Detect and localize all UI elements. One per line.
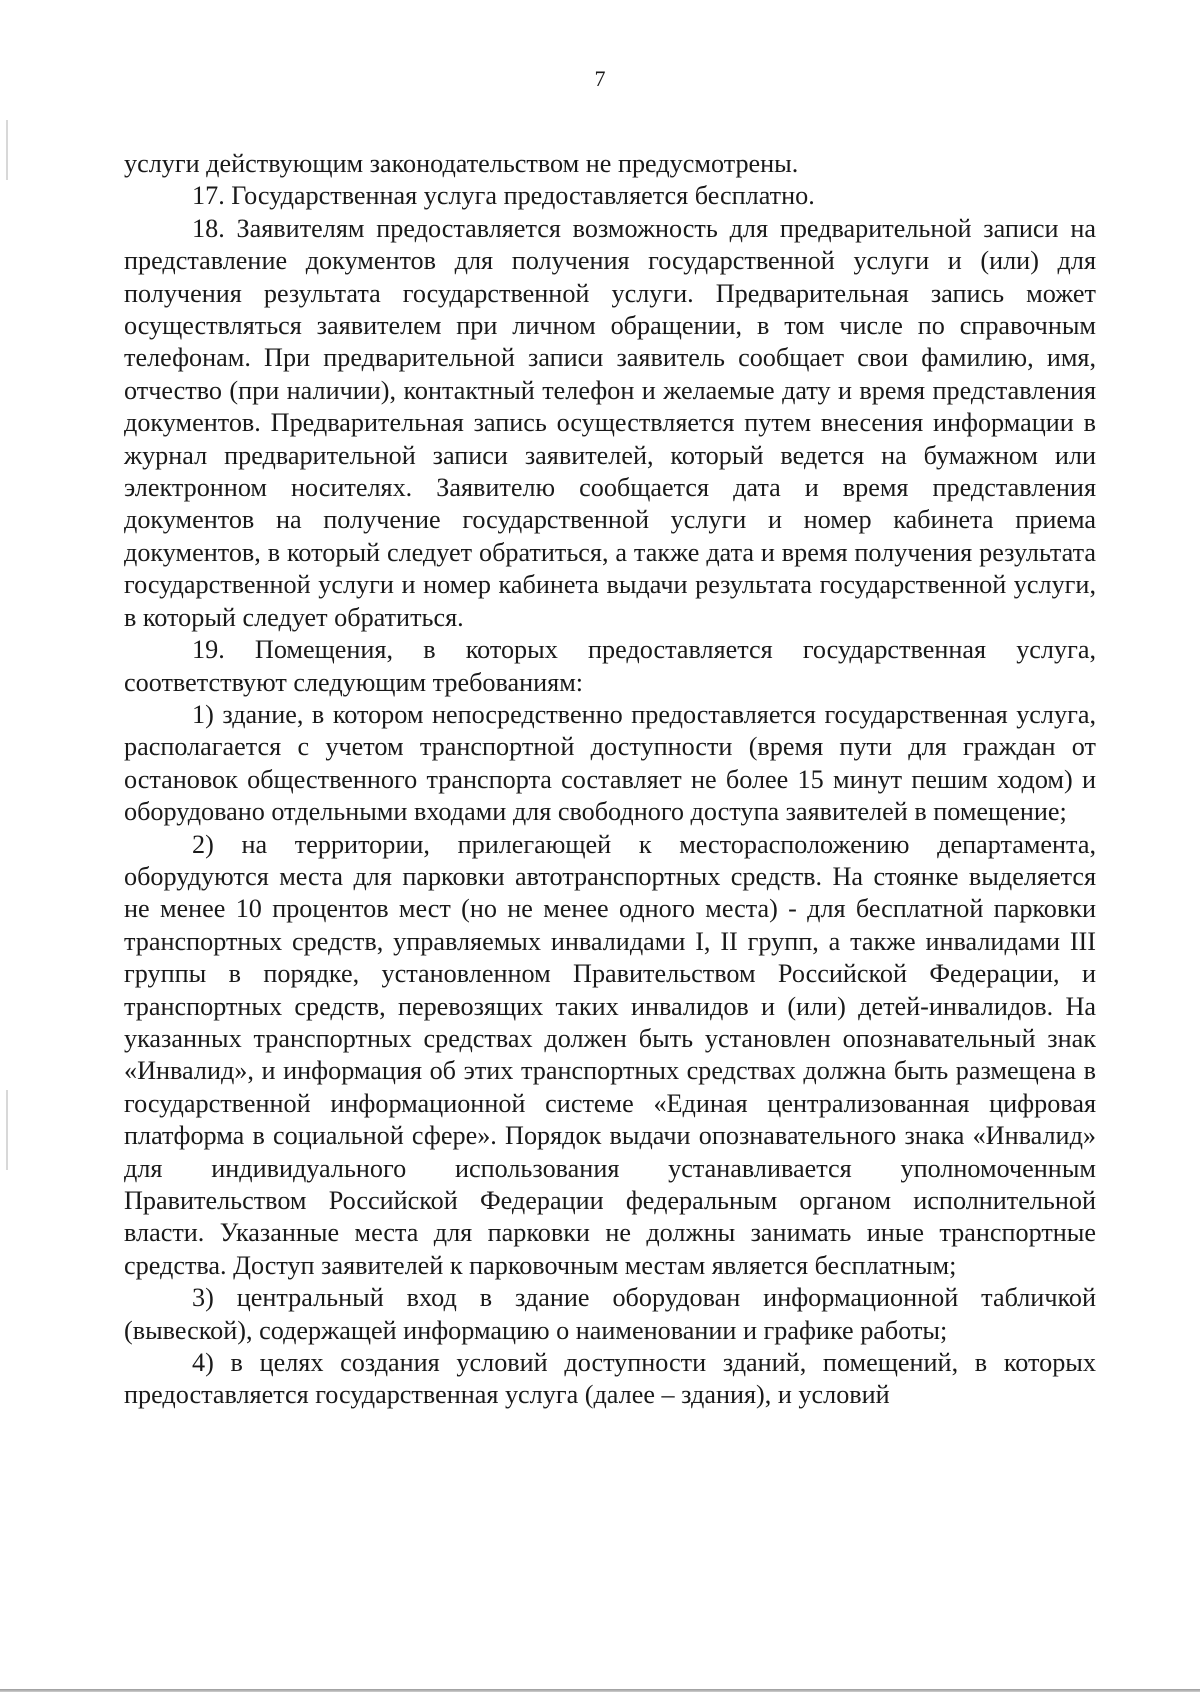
scan-edge-mark: [6, 1090, 8, 1170]
list-item-4: 4) в целях создания условий доступности зданий, помещений, в которых предоставляется государственная услуга (далее – здания), и условий: [124, 1348, 1096, 1410]
scan-edge-mark: [6, 120, 8, 180]
list-item-2: 2) на территории, прилегающей к месторасположению департамента, оборудуются места для парковки автотранспортных средств. На стоянке выделяется не менее 10 процентов мест (но не менее одного места) - для бесплатной парковки транспортных средств, управляемых инвалидами I, II групп, а также инвалидами III группы в порядке, установленном Правительством Российской Федерации, и транспортных средств, перевозящих таких инвалидов и (или) детей-инвалидов. На указанных транспортных средствах должен быть установлен опознавательный знак «Инвалид», и информация об этих транспортных средствах должна быть размещена в государственной информационной системе «Единая централизованная цифровая платформа в социальной сфере». Порядок выдачи опознавательного знака «Инвалид» для индивидуального использования устанавливается уполномоченным Правительством Российской Федерации федеральным органом исполнительной власти. Указанные места для парковки не должны занимать иные транспортные средства. Доступ заявителей к парковочным местам является бесплатным;: [124, 829, 1096, 1280]
paragraph-18: 18. Заявителям предоставляется возможность для предварительной записи на представление документов для получения государственной услуги и (или) для получения результата государственной услуги. Предварительная запись может осуществляться заявителем при личном обращении, в том числе по справочным телефонам. При предварительной записи заявитель сообщает свои фамилию, имя, отчество (при наличии), контактный телефон и желаемые дату и время представления документов. Предварительная запись осуществляется путем внесения информации в журнал предварительной записи заявителей, который ведется на бумажном или электронном носителях. Заявителю сообщается дата и время представления документов на получение государственной услуги и номер кабинета приема документов, в который следует обратиться, а также дата и время получения результата государственной услуги и номер кабинета выдачи результата государственной услуги, в который следует обратиться.: [124, 213, 1096, 632]
list-item-3: 3) центральный вход в здание оборудован информационной табличкой (вывеской), содержащей информацию о наименовании и графике работы;: [124, 1283, 1096, 1345]
paragraph-19: 19. Помещения, в которых предоставляется государственная услуга, соответствуют следующим требованиям:: [124, 635, 1096, 697]
scan-edge-bottom: [0, 1689, 1200, 1692]
page-number: 7: [594, 66, 606, 91]
paragraph-continuation: услуги действующим законодательством не предусмотрены.: [124, 149, 799, 178]
list-item-1: 1) здание, в котором непосредственно предоставляется государственная услуга, располагается с учетом транспортной доступности (время пути для граждан от остановок общественного транспорта составляет не более 15 минут пешим ходом) и оборудовано отдельными входами для свободного доступа заявителей в помещение;: [124, 699, 1096, 827]
document-body: [124, 148, 1096, 1412]
paragraph-17: 17. Государственная услуга предоставляется бесплатно.: [192, 181, 815, 211]
